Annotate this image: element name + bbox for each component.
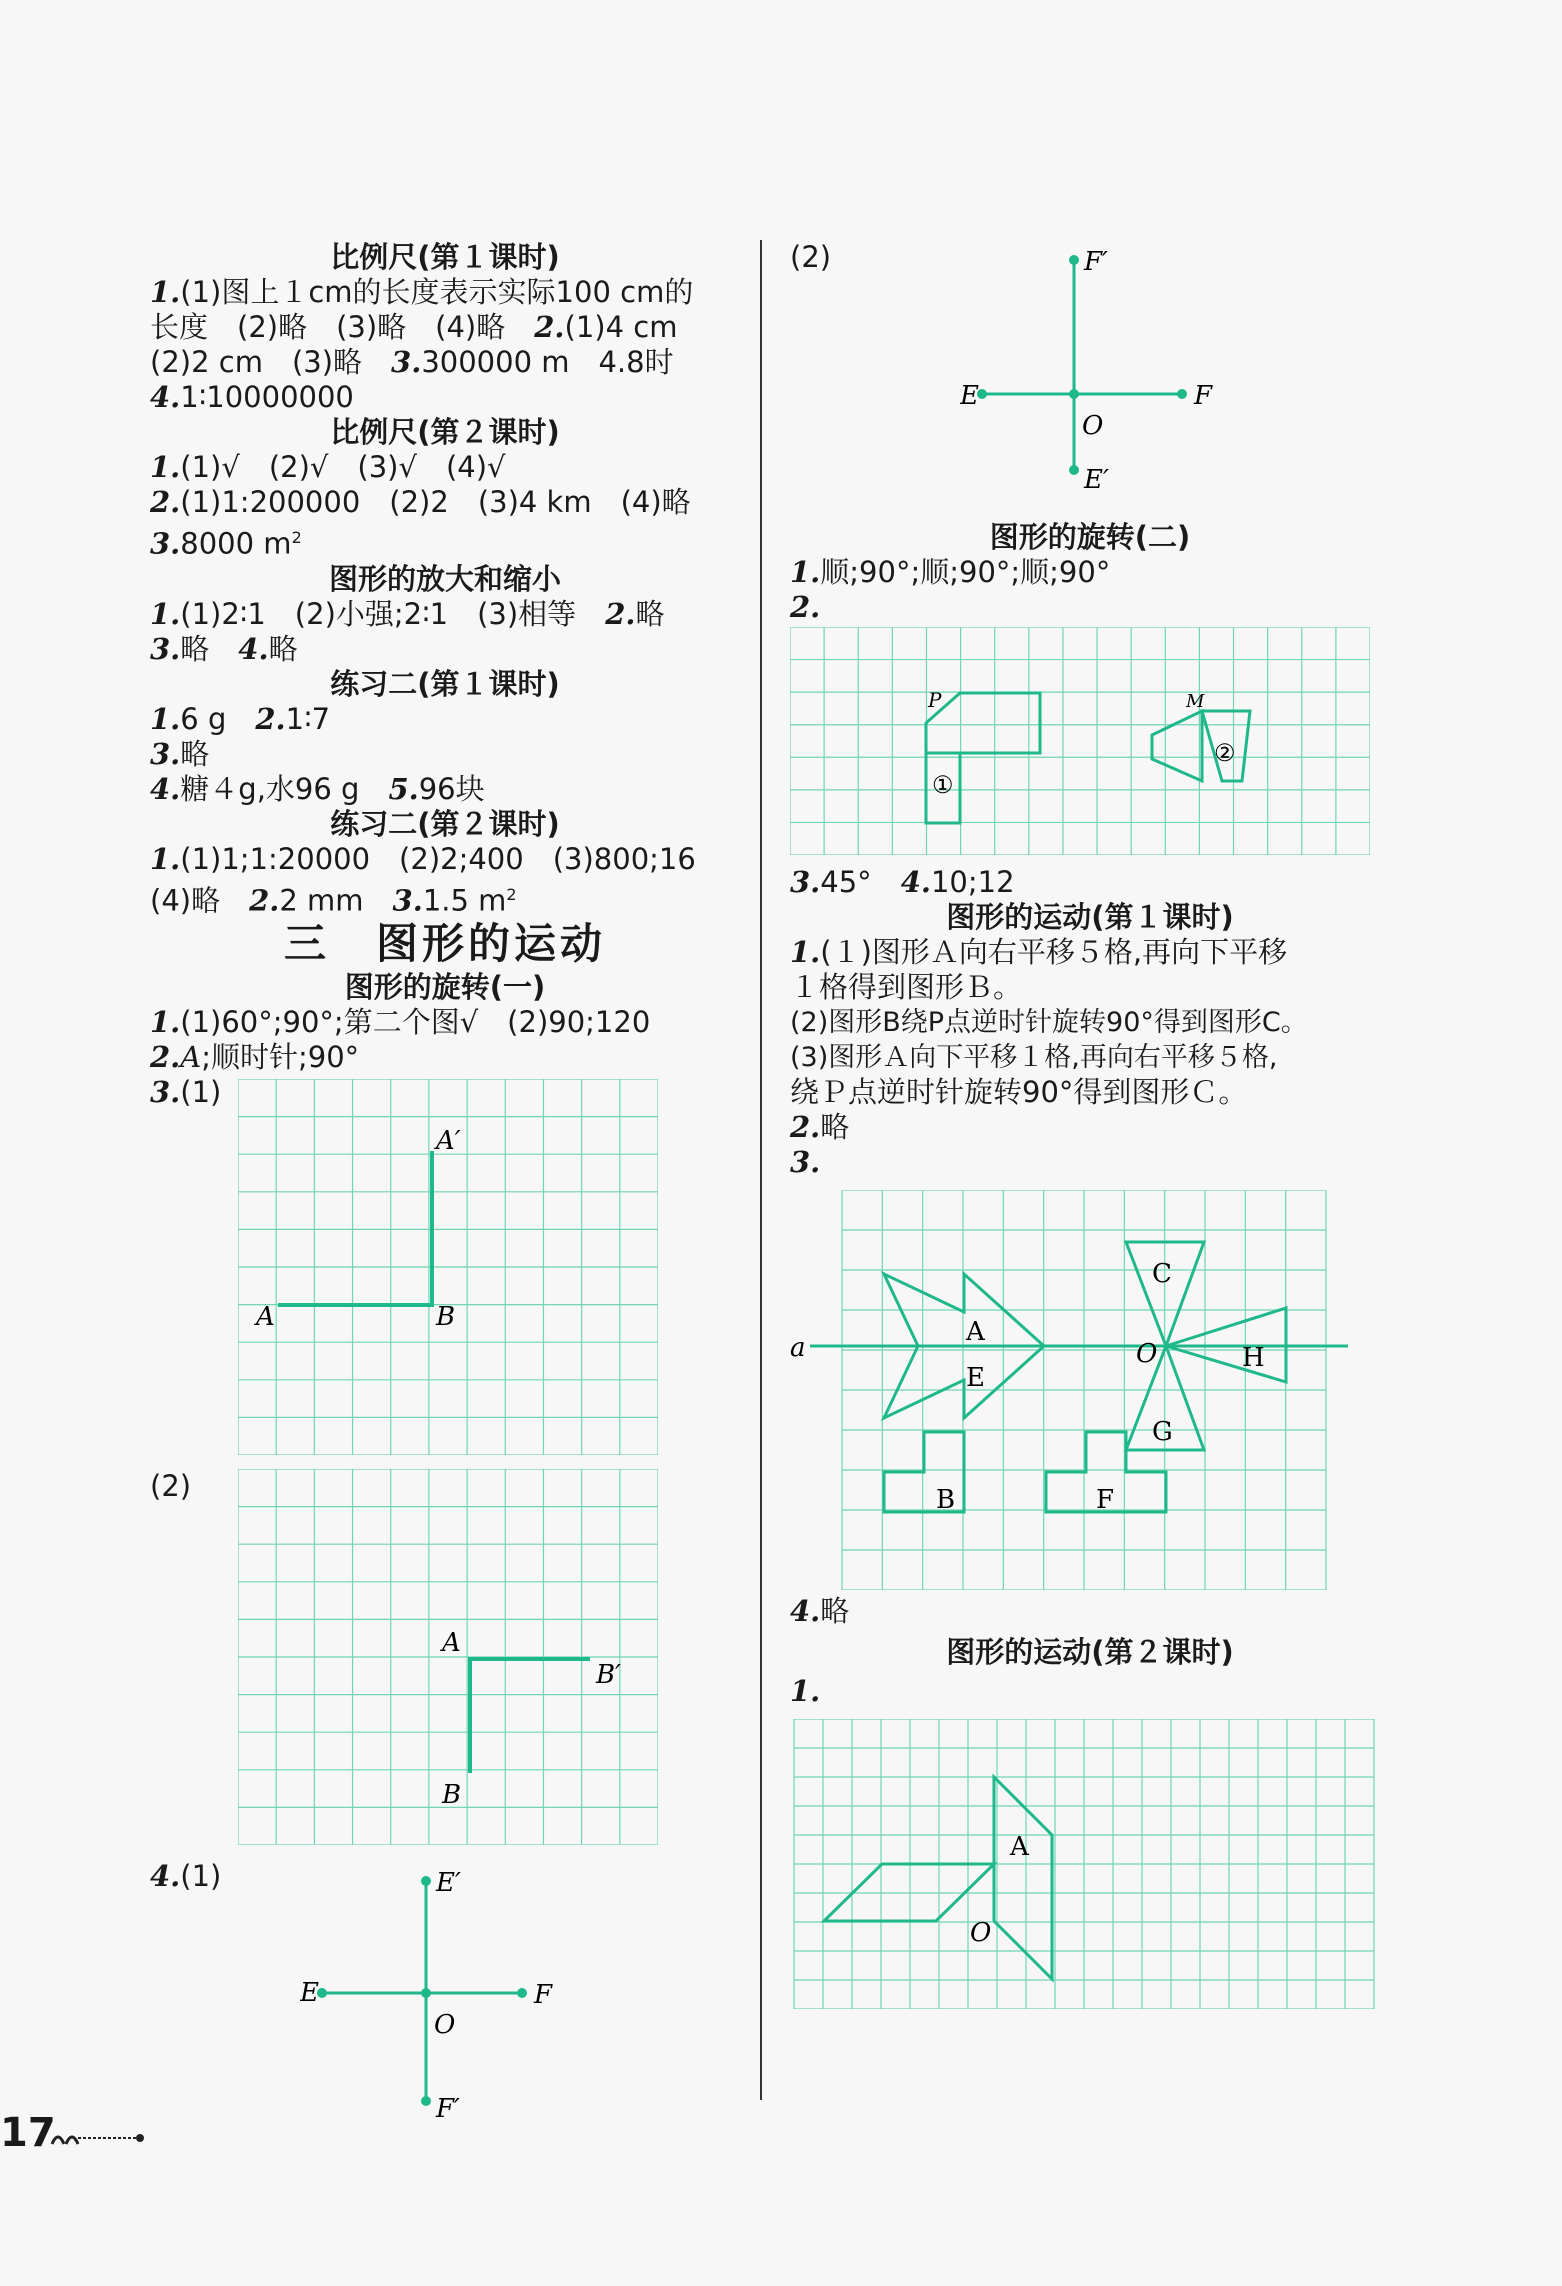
label-p: P [928, 688, 942, 712]
answer-line: 3.45° 4.10;12 [790, 865, 1015, 899]
label-b: B [442, 1780, 462, 1811]
point-e-prime [421, 1876, 431, 1886]
answer-line: 1.(1)√ (2)√ (3)√ (4)√ [150, 450, 506, 484]
label-o: O [434, 2010, 456, 2041]
answer-line: (2) [790, 240, 832, 274]
label-o: O [970, 1918, 992, 1948]
cross-figure-4-1 [300, 1869, 600, 2129]
label-f: F [534, 1980, 553, 2011]
label-e: E [960, 381, 979, 411]
heading-exercise2-1: 练习二(第１课时) [330, 666, 560, 701]
answer-line: １格得到图形Ｂ。 [790, 970, 1023, 1004]
label-a-prime: A′ [436, 1126, 461, 1157]
label-a: A [256, 1302, 275, 1333]
point-o [421, 1988, 431, 1998]
answer-line: (2)2 cm (3)略 3.300000 m 4.8时 [150, 345, 674, 379]
label-shape-h: H [1242, 1343, 1265, 1373]
label-shape-b: B [936, 1485, 956, 1515]
cross-figure-4-2 [960, 240, 1260, 510]
answer-line: 4.略 [790, 1594, 850, 1628]
answer-line: (2) [150, 1469, 192, 1504]
shape-2-outline [1152, 711, 1202, 781]
label-o: O [1082, 411, 1104, 441]
answer-line: 1.(1)60°;90°;第二个图√ (2)90;120 [150, 1005, 651, 1040]
label-shape-f: F [1096, 1485, 1115, 1515]
answer-line: 3. [790, 1145, 821, 1179]
point-f [517, 1988, 527, 1998]
answer-line: 4.糖４g,水96 g 5.96块 [150, 771, 485, 806]
label-m: M [1186, 691, 1205, 712]
answer-line: (2)图形B绕P点逆时针旋转90°得到图形C。 [790, 1007, 1308, 1038]
label-e: E [300, 1978, 319, 2009]
answer-line: 1.(1)1;1:20000 (2)2;400 (3)800;16 [150, 841, 696, 876]
grid-lines [790, 627, 1370, 855]
label-circle-1: ① [932, 771, 954, 799]
grid-figure-3-1 [238, 1079, 658, 1455]
label-f-prime: F′ [1084, 247, 1108, 277]
answer-line: 3.略 4.略 [150, 631, 298, 666]
label-shape-a: A [1010, 1832, 1029, 1862]
label-e-prime: E′ [436, 1869, 461, 1899]
answer-line: 1.顺;90°;顺;90°;顺;90° [790, 555, 1111, 589]
grid-lines [842, 1190, 1326, 1590]
point-o [1069, 389, 1079, 399]
answer-line: 2.略 [790, 1110, 850, 1144]
answer-line: 1.6 g 2.1∶7 [150, 701, 331, 736]
label-shape-g: G [1152, 1417, 1173, 1447]
q3-2-block [150, 1469, 740, 1859]
shape-e [884, 1346, 1044, 1418]
heading-scale-2: 比例尺(第２课时) [330, 415, 560, 449]
answer-line: 4.(1) [150, 1859, 222, 1894]
answer-line: 2. [790, 590, 821, 624]
answer-line: 3.(1) [150, 1075, 222, 1110]
answer-line: 1.(１)图形Ａ向右平移５格,再向下平移 [790, 935, 1288, 969]
label-b: B [436, 1302, 456, 1333]
answer-line: 3.8000 $m^2$ [150, 526, 302, 561]
heading-exercise2-2: 练习二(第２课时) [330, 806, 560, 841]
label-f-prime: F′ [436, 2094, 460, 2125]
label-shape-a: A [966, 1317, 985, 1347]
point-f-prime [1069, 255, 1079, 265]
shape-a-rotated [994, 1777, 1052, 1979]
point-f-prime [421, 2096, 431, 2106]
label-shape-c: C [1152, 1259, 1172, 1289]
rotated-line-segments [470, 1659, 590, 1773]
heading-motion-2: 图形的运动(第２课时) [946, 1635, 1234, 1669]
grid-figure-motion-1 [790, 1190, 1380, 1590]
page-number: 17 [0, 2110, 56, 2156]
label-e-prime: E′ [1084, 465, 1109, 495]
grid-figure-motion-2 [790, 1719, 1380, 2009]
label-b-prime: B′ [596, 1660, 622, 1691]
heading-scale-1: 比例尺(第１课时) [330, 240, 560, 274]
point-e-prime [1069, 465, 1079, 475]
answer-line: 2.A;顺时针;90° [150, 1040, 360, 1075]
answer-line: 1.(1)图上１cm的长度表示实际100 cm的 [150, 275, 694, 309]
shape-1-outline [926, 693, 1040, 753]
page-ornament [48, 2126, 148, 2150]
label-f: F [1194, 381, 1213, 411]
answer-line: 4.1∶10000000 [150, 380, 354, 414]
column-divider [760, 240, 762, 2100]
heading-enlarge-shrink: 图形的放大和缩小 [328, 561, 561, 596]
answer-line: (4)略 2.2 mm 3.1.5 $m^2$ [150, 883, 517, 918]
label-o: O [1136, 1339, 1158, 1369]
q4-1-block [150, 1859, 740, 2129]
answer-line: 绕Ｐ点逆时针旋转90°得到图形Ｃ。 [790, 1075, 1248, 1109]
rotated-line-segments [278, 1151, 432, 1305]
label-shape-e: E [966, 1363, 985, 1393]
right-column [790, 240, 1390, 2009]
heading-motion-1: 图形的运动(第１课时) [946, 900, 1234, 934]
heading-rotation-1: 图形的旋转(一) [344, 970, 546, 1005]
q3-1-block [150, 1075, 740, 1455]
grid-figure-3-2 [238, 1469, 658, 1845]
label-a: A [442, 1628, 461, 1659]
answer-line: 2.(1)1:200000 (2)2 (3)4 km (4)略 [150, 485, 691, 519]
answer-line: 长度 (2)略 (3)略 (4)略 2.(1)4 cm [150, 310, 678, 344]
heading-rotation-2: 图形的旋转(二) [989, 520, 1191, 554]
answer-line: 1.(1)2∶1 (2)小强;2∶1 (3)相等 2.略 [150, 596, 665, 631]
answer-line: 3.略 [150, 736, 210, 771]
point-f [1177, 389, 1187, 399]
chapter-title: 三 图形的运动 [283, 919, 606, 969]
q4-2-block [790, 240, 1390, 520]
label-circle-2: ② [1214, 739, 1236, 767]
answer-line: 1. [790, 1674, 821, 1708]
answer-line: (3)图形Ａ向下平移１格,再向右平移５格, [790, 1042, 1278, 1073]
grid-figure-rotation-2 [790, 627, 1370, 855]
label-axis-a: a [790, 1333, 806, 1363]
left-column [150, 240, 740, 2129]
